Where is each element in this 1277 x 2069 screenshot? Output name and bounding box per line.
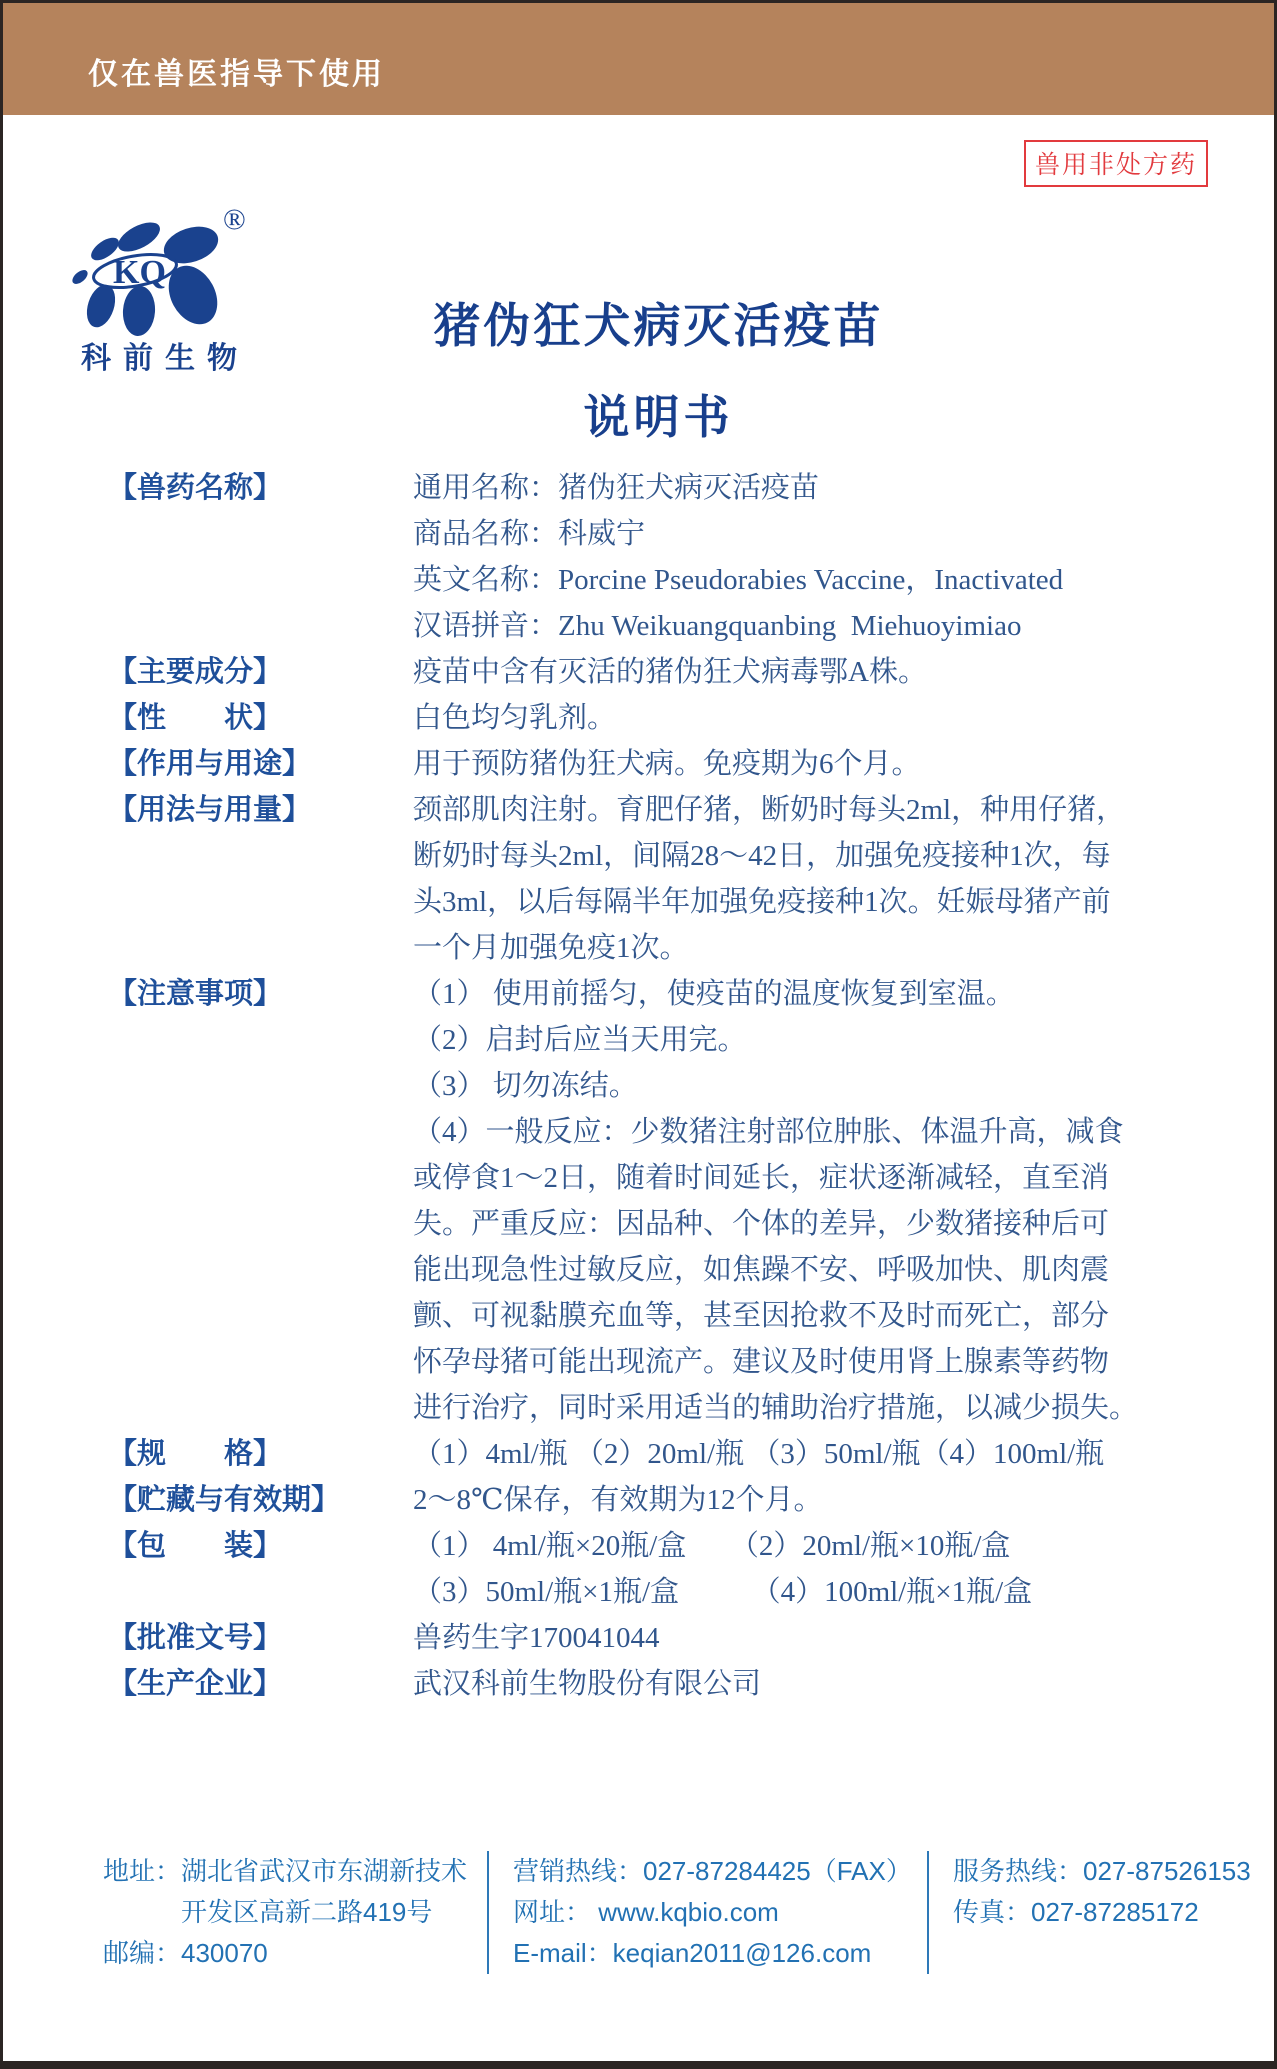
body-line: 断奶时每头2ml，间隔28～42日，加强免疫接种1次，每 (413, 840, 1111, 872)
footer-contacts (103, 1851, 1251, 1974)
body-line: 2～8℃保存，有效期为12个月。 (413, 1484, 823, 1516)
body-line: 英文名称：Porcine Pseudorabies Vaccine，Inactivated (413, 564, 1064, 596)
section-label: 【批准文号】 (108, 1622, 283, 1654)
section-content (413, 971, 1183, 1431)
footer-line: E-mail：keqian2011@126.com (513, 1938, 872, 1968)
body-line: 兽药生字170041044 (413, 1622, 660, 1654)
title-subtitle: 说明书 (583, 391, 734, 443)
section-row (108, 1661, 1183, 1707)
body-line: 头3ml，以后每隔半年加强免疫接种1次。妊娠母猪产前 (413, 886, 1111, 918)
body-line: 失。严重反应：因品种、个体的差异，少数猪接种后可 (413, 1208, 1110, 1240)
svg-text:KQ: KQ (113, 254, 166, 291)
footer-line: 服务热线：027-87526153 (953, 1856, 1251, 1886)
body-line: 一个月加强免疫1次。 (413, 932, 689, 964)
section-row (108, 465, 1183, 649)
body-line: 商品名称：科威宁 (413, 518, 646, 550)
top-banner (3, 3, 1274, 115)
body-line: 武汉科前生物股份有限公司 (413, 1668, 762, 1700)
section-row (108, 695, 1183, 741)
body-line: 疫苗中含有灭活的猪伪狂犬病毒鄂A株。 (413, 656, 927, 688)
section-content (413, 1477, 1183, 1523)
section-row (108, 1431, 1183, 1477)
section-label: 【生产企业】 (108, 1668, 283, 1700)
section-label: 【作用与用途】 (108, 748, 312, 780)
footer-service-column (927, 1851, 1275, 1974)
document-title (63, 289, 1254, 447)
section-label: 【贮藏与有效期】 (108, 1484, 341, 1516)
footer-line: 开发区高新二路419号 (103, 1897, 433, 1927)
section-label: 【包 装】 (108, 1530, 283, 1562)
section-content (413, 695, 1183, 741)
section-label: 【主要成分】 (108, 656, 283, 688)
section-row (108, 1523, 1183, 1615)
section-content (413, 1431, 1183, 1477)
section-content (413, 465, 1183, 649)
section-row (108, 971, 1183, 1431)
title-product-name: 猪伪狂犬病灭活疫苗 (433, 299, 884, 352)
body-line: 怀孕母猪可能出现流产。建议及时使用肾上腺素等药物 (413, 1346, 1110, 1378)
footer-line: 网址： www.kqbio.com (513, 1897, 779, 1927)
body-line: （2）启封后应当天用完。 (413, 1024, 747, 1056)
otc-badge: 兽用非处方药 (1024, 140, 1208, 187)
footer-line: 地址：湖北省武汉市东湖新技术 (103, 1856, 468, 1886)
logo-company-name: 科前生物 (81, 342, 249, 375)
section-content (413, 1661, 1183, 1707)
section-row (108, 787, 1183, 971)
body-line: （3） 切勿冻结。 (413, 1070, 638, 1102)
section-row (108, 649, 1183, 695)
section-label: 【用法与用量】 (108, 794, 312, 826)
body-line: （3）50ml/瓶×1瓶/盒 （4）100ml/瓶×1瓶/盒 (413, 1576, 1033, 1608)
body-line: 颈部肌肉注射。育肥仔猪，断奶时每头2ml，种用仔猪， (413, 794, 1126, 826)
body-line: 汉语拼音：Zhu Weikuangquanbing Miehuoyimiao (413, 610, 1022, 642)
body-line: （4）一般反应：少数猪注射部位肿胀、体温升高，减食 (413, 1116, 1124, 1148)
section-content (413, 649, 1183, 695)
section-row (108, 1477, 1183, 1523)
footer-line: 传真：027-87285172 (953, 1897, 1199, 1927)
body-line: 颤、可视黏膜充血等，甚至因抢救不及时而死亡，部分 (413, 1300, 1110, 1332)
section-label: 【规 格】 (108, 1438, 283, 1470)
section-row (108, 1615, 1183, 1661)
body-line: 通用名称：猪伪狂犬病灭活疫苗 (413, 472, 820, 504)
body-line: 或停食1～2日，随着时间延长，症状逐渐减轻，直至消 (413, 1162, 1110, 1194)
body-line: （1）4ml/瓶 （2）20ml/瓶 （3）50ml/瓶（4）100ml/瓶 (413, 1438, 1105, 1470)
footer-line: 邮编：430070 (103, 1938, 268, 1968)
section-row (108, 741, 1183, 787)
section-label: 【注意事项】 (108, 978, 283, 1010)
section-content (413, 787, 1183, 971)
footer-line: 营销热线：027-87284425（FAX） (513, 1856, 912, 1886)
body-line: （1） 使用前摇匀，使疫苗的温度恢复到室温。 (413, 978, 1015, 1010)
registered-trademark-icon: ® (223, 203, 246, 236)
body-line: 进行治疗，同时采用适当的辅助治疗措施，以减少损失。 (413, 1392, 1139, 1424)
section-content (413, 741, 1183, 787)
body-line: 白色均匀乳剂。 (413, 702, 617, 734)
top-banner-text: 仅在兽医指导下使用 (88, 58, 385, 91)
body-line: （1） 4ml/瓶×20瓶/盒 （2）20ml/瓶×10瓶/盒 (413, 1530, 1011, 1562)
footer-address-column (103, 1851, 487, 1974)
sections (108, 465, 1183, 1707)
section-content (413, 1523, 1183, 1615)
section-label: 【性 状】 (108, 702, 283, 734)
footer-hotline-column (487, 1851, 927, 1974)
body-line: 能出现急性过敏反应，如焦躁不安、呼吸加快、肌肉震 (413, 1254, 1110, 1286)
section-label: 【兽药名称】 (108, 472, 283, 504)
body-line: 用于预防猪伪狂犬病。免疫期为6个月。 (413, 748, 921, 780)
section-content (413, 1615, 1183, 1661)
